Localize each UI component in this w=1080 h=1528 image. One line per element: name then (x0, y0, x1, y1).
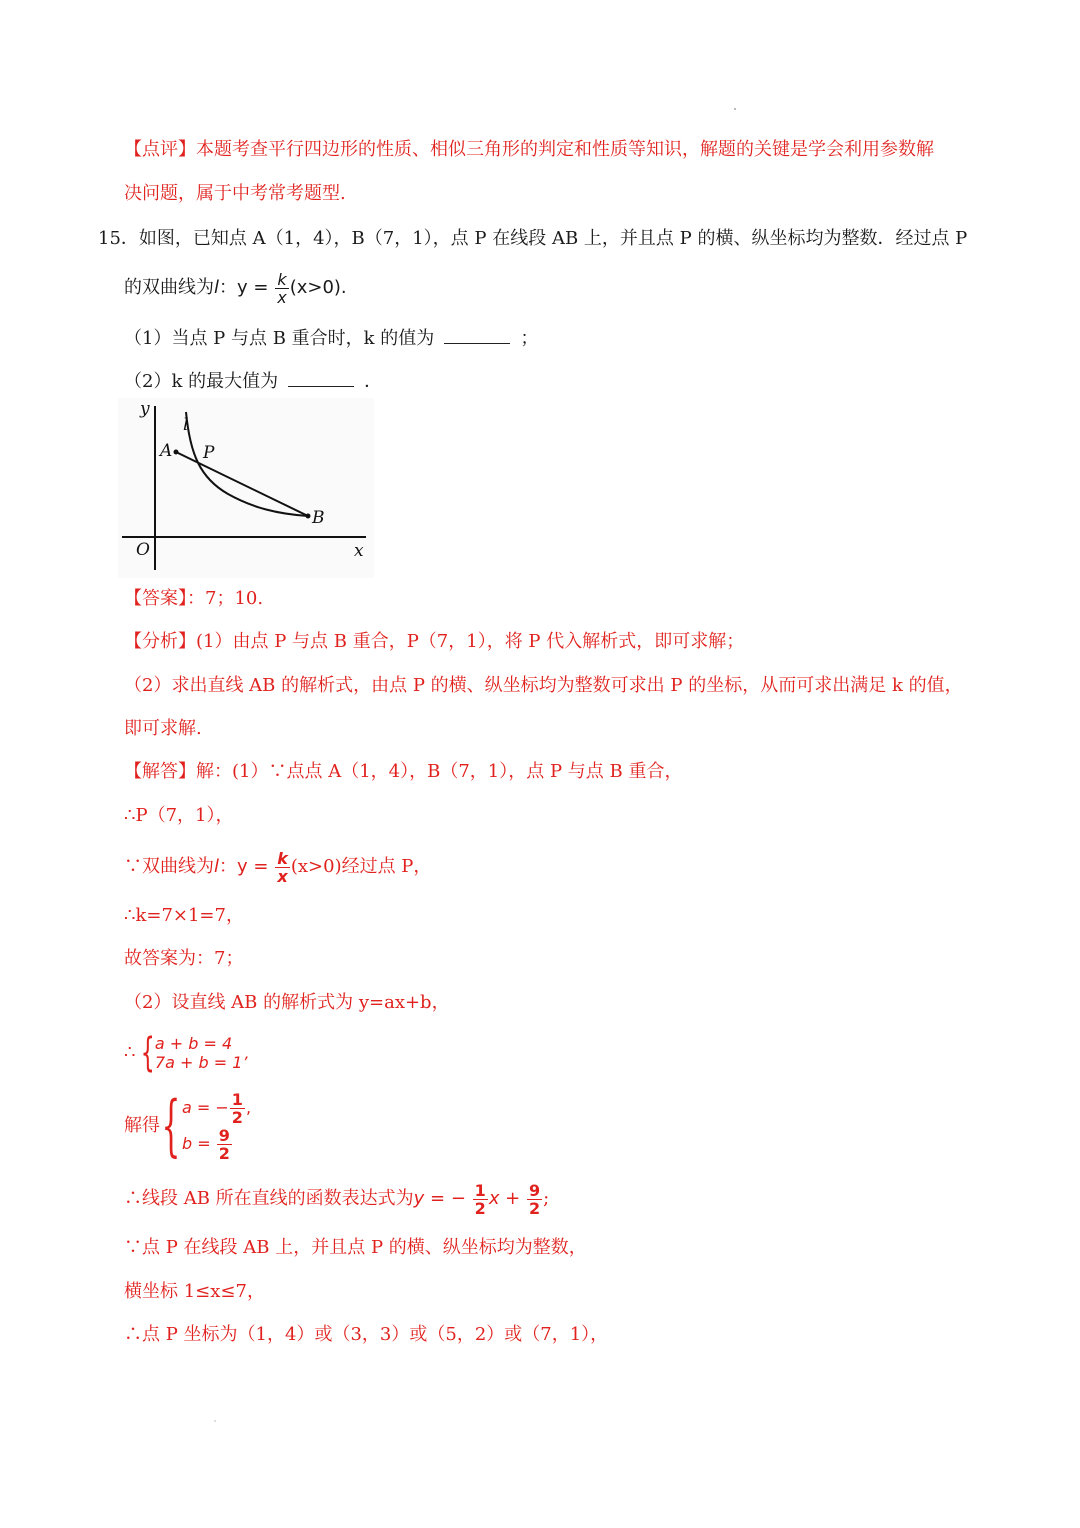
question-text-1b: A（1，4），B（7，1），点 P 在线段 AB 上，并且点 P 的横、纵坐标均为整数．经过点 P (252, 228, 968, 249)
solution-9b: y = − (413, 1188, 466, 1209)
solution-line-11: 横坐标 1≤x≤7， (124, 1281, 265, 1302)
sub1-end: ； (520, 328, 539, 349)
analysis-line-2: （2）求出直线 AB 的解析式，由点 P 的横、纵坐标均为整数可求出 P 的坐标，从而可求出满足 k 的值， (124, 675, 963, 696)
solution-fraction (275, 850, 290, 885)
solution-eq: ：y = (219, 856, 269, 877)
solution-line-2: ∴P（7，1）， (124, 805, 234, 826)
system-brace: { (141, 1030, 156, 1076)
label-x: x (354, 541, 364, 561)
solution-3a: ∵双曲线为 (124, 856, 214, 877)
question-line-2 (124, 268, 347, 308)
sub1-text: （1）当点 P 与点 B 重合时，k 的值为 (124, 328, 435, 349)
sub2-text: （2）k 的最大值为 (124, 371, 279, 392)
solution-7-pre: ∴ (124, 1042, 136, 1063)
solution-value-a (182, 1090, 251, 1126)
comment-line-2: 决问题，属于中考常考题型. (124, 183, 346, 204)
solution-line-10: ∵点 P 在线段 AB 上，并且点 P 的横、纵坐标均为整数， (124, 1237, 587, 1258)
solution-3c: (x>0)经过点 P， (290, 856, 432, 877)
line-slope-fraction (473, 1182, 488, 1217)
slope-den: 2 (474, 1198, 486, 1218)
fraction-numerator: k (275, 271, 288, 289)
solution-9c: x + (488, 1188, 521, 1209)
solution-fraction-num: k (277, 848, 288, 868)
value-a-fraction (230, 1091, 245, 1126)
comment-line-1 (124, 137, 934, 163)
question-domain: (x>0). (289, 277, 347, 298)
solution-line-12: ∴点 P 坐标为（1，4）或（3，3）或（5，2）或（7，1）， (124, 1324, 609, 1345)
question-sub-1 (124, 326, 538, 352)
graph-figure (118, 398, 374, 578)
comment-tag: 【点评】 (124, 139, 196, 160)
curve-name: l (214, 277, 220, 298)
question-eq: ：y = (219, 277, 269, 298)
answer-line (124, 586, 263, 612)
fraction-denominator: x (277, 287, 287, 307)
label-b: B (312, 508, 325, 528)
value-b-den: 2 (218, 1144, 230, 1163)
point-a (174, 450, 179, 455)
solution-line-5: 故答案为：7； (124, 948, 244, 969)
value-a-end: , (245, 1098, 252, 1117)
value-b-num: 9 (218, 1126, 230, 1145)
label-a: A (160, 441, 173, 461)
solution-text-1: 解：(1）∵点点 A（1，4），B（7，1），点 P 与点 B 重合， (196, 761, 683, 782)
intercept-den: 2 (529, 1198, 541, 1218)
label-l: l (183, 415, 189, 435)
value-b-fraction (217, 1127, 232, 1162)
answer-blank-1 (444, 327, 510, 344)
scan-dot-2 (214, 1420, 216, 1422)
solution-values (182, 1090, 251, 1162)
solution-line-7 (124, 1030, 248, 1076)
comment-text-1: 本题考查平行四边形的性质、相似三角形的判定和性质等知识，解题的关键是学会利用参数解 (196, 139, 934, 160)
question-text-2a: 的双曲线为 (124, 277, 214, 298)
solution-line-8 (124, 1087, 252, 1164)
question-number: 15． (98, 228, 139, 249)
scan-dot (734, 108, 736, 110)
intercept-num: 9 (529, 1180, 541, 1200)
solution-line-1 (124, 759, 682, 785)
sub2-end: ． (364, 371, 383, 392)
solution-line-4: ∴k=7×1=7， (124, 905, 244, 926)
solution-9-end: ; (543, 1188, 550, 1209)
label-p: P (203, 443, 215, 463)
question-sub-2 (124, 369, 382, 395)
figure-background (118, 398, 374, 578)
value-a-den: 2 (231, 1108, 243, 1127)
system-eq-1: a + b = 4 (154, 1034, 233, 1053)
solution-line-9 (124, 1177, 549, 1221)
answer-text: ：7；10. (187, 588, 264, 609)
solution-line-6: （2）设直线 AB 的解析式为 y=ax+b， (124, 992, 450, 1013)
solution-brace: { (161, 1087, 181, 1164)
solution-8-pre: 解得 (124, 1115, 160, 1136)
solution-fraction-den: x (277, 866, 288, 886)
label-origin: O (136, 540, 150, 560)
question-text-1a: 如图，已知点 (138, 228, 247, 249)
question-line-1 (98, 226, 967, 252)
value-a-lhs: a = − (182, 1098, 229, 1117)
analysis-line-1 (124, 629, 744, 655)
equation-system (135, 1030, 248, 1076)
system-equations (155, 1034, 248, 1072)
answer-tag: 【答案】 (124, 588, 187, 609)
answer-blank-2 (288, 370, 354, 387)
solution-value-b (182, 1126, 251, 1162)
analysis-text-1: (1）由点 P 与点 B 重合，P（7，1），将 P 代入解析式，即可求解； (196, 631, 745, 652)
question-fraction (275, 271, 288, 306)
value-a-num: 1 (231, 1090, 243, 1109)
analysis-tag: 【分析】 (124, 631, 196, 652)
analysis-line-3: 即可求解. (124, 718, 202, 739)
line-intercept-fraction (527, 1182, 542, 1217)
solution-9a: ∴线段 AB 所在直线的函数表达式为 (124, 1188, 414, 1209)
value-b-lhs: b = (182, 1134, 211, 1153)
solution-curve-name: l (214, 856, 220, 877)
system-eq-2: 7a + b = 1’ (154, 1053, 248, 1072)
solution-tag: 【解答】 (124, 761, 196, 782)
solution-line-3 (124, 847, 431, 887)
slope-num: 1 (474, 1180, 486, 1200)
label-y: y (140, 399, 150, 419)
